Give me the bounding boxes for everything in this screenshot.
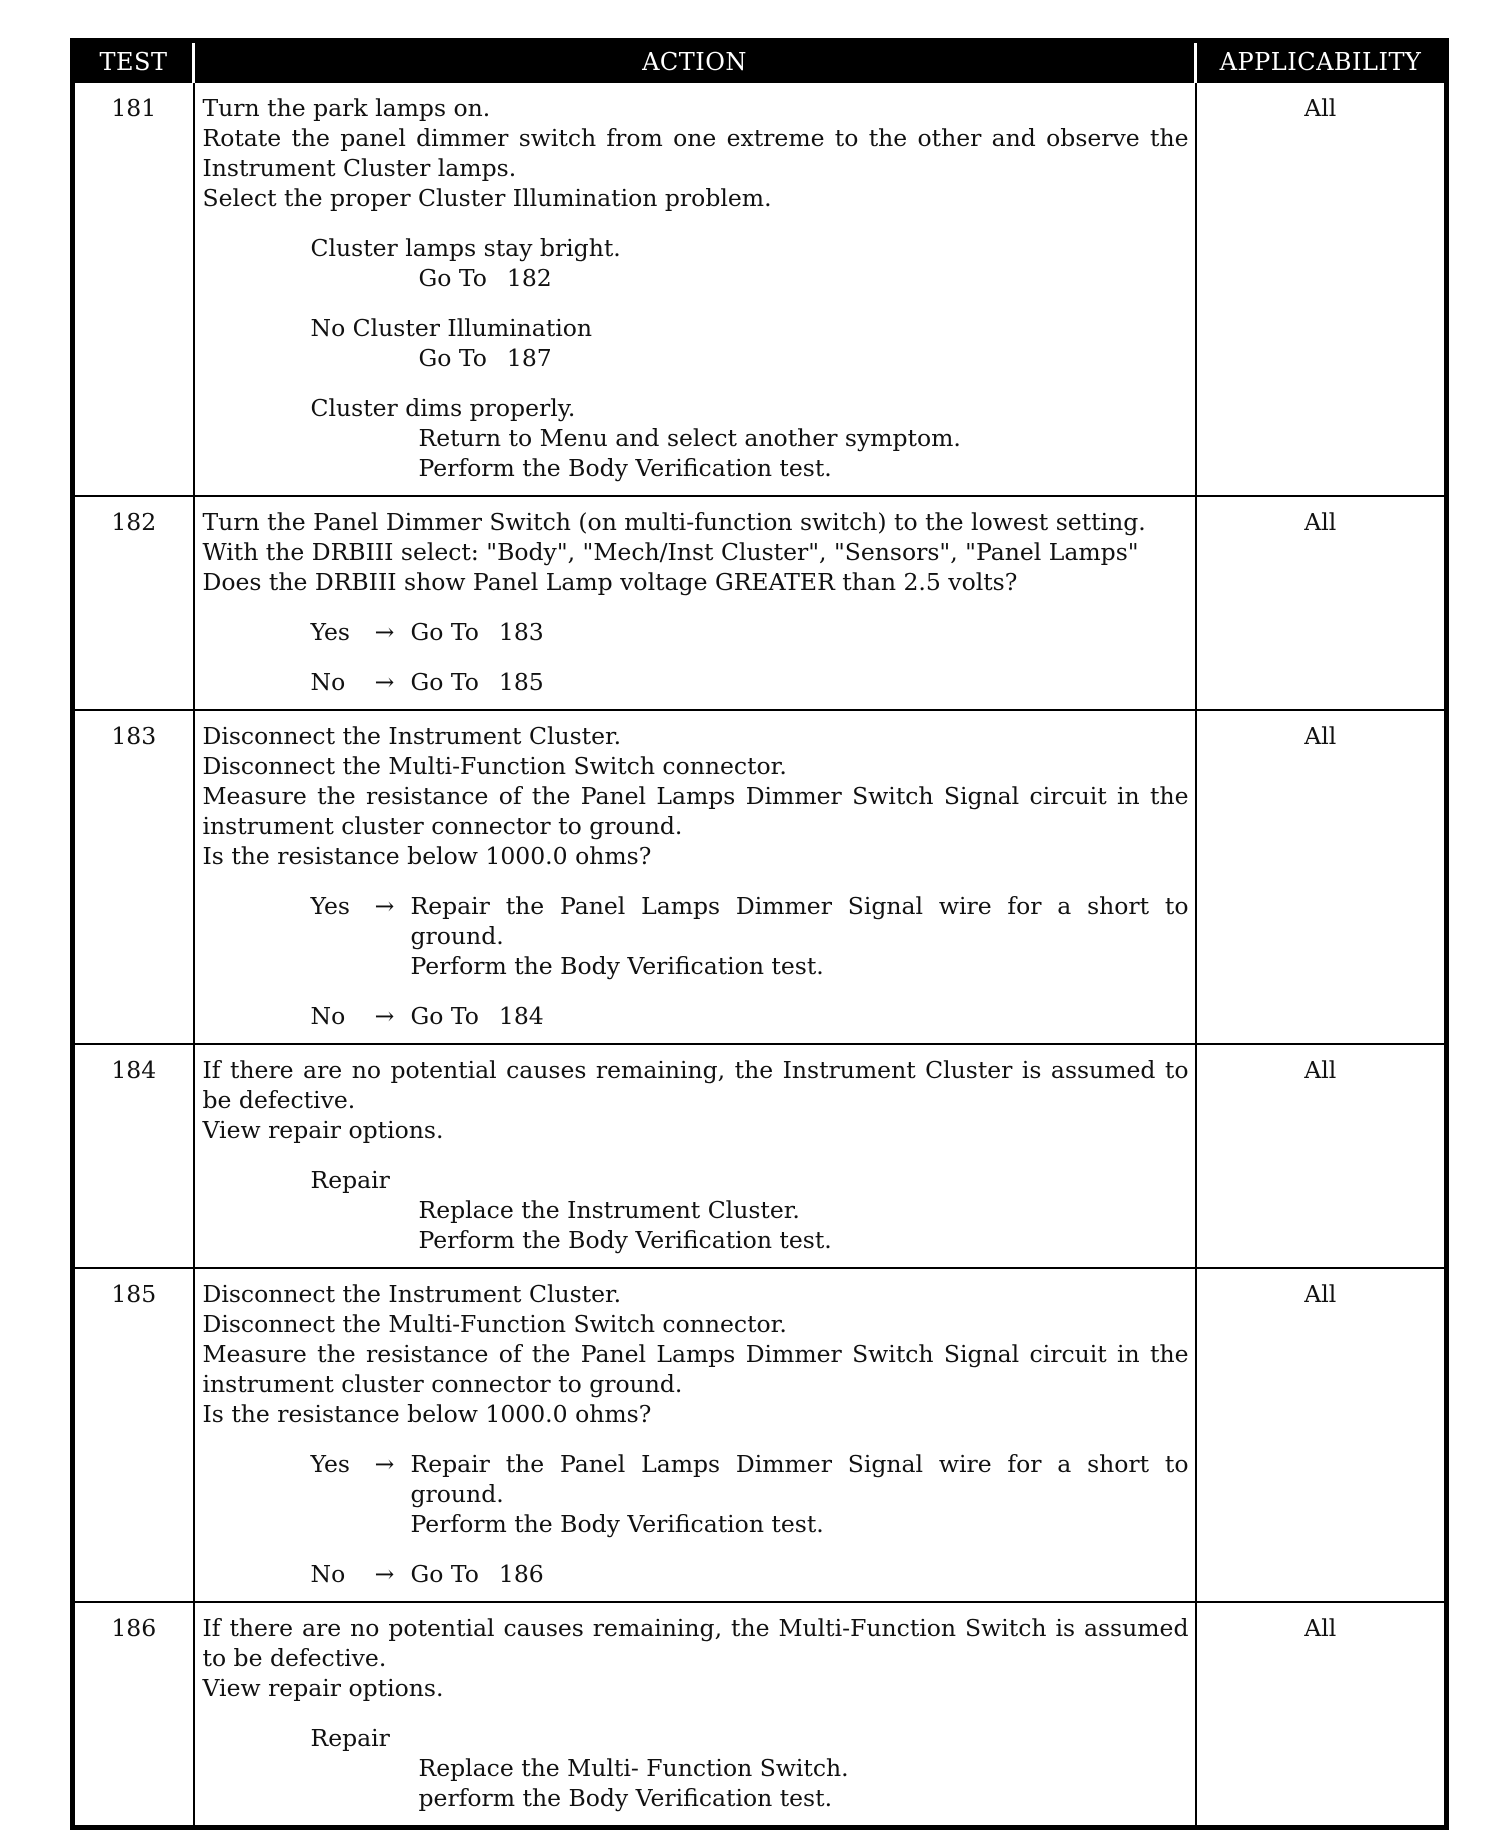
- action-line: Measure the resistance of the Panel Lamps Dimmer Switch Signal circuit in the instrument cluster connector to ground.: [202, 782, 1189, 840]
- header-applicability: APPLICABILITY: [1196, 41, 1447, 83]
- action-line: Does the DRBIII show Panel Lamp voltage GREATER than 2.5 volts?: [202, 568, 1018, 596]
- action-line: Is the resistance below 1000.0 ohms?: [202, 842, 652, 870]
- applicability-cell: All: [1196, 1602, 1447, 1828]
- test-number: 182: [73, 496, 194, 710]
- repair-step: Perform the Body Verification test.: [418, 1226, 832, 1254]
- yes-branch: Yes → Repair the Panel Lamps Dimmer Signal wire for a short to ground. Perform the Body Verification test.: [310, 1450, 1189, 1538]
- repair-step: perform the Body Verification test.: [418, 1784, 833, 1812]
- repair-label: Repair: [310, 1166, 390, 1194]
- action-cell: [194, 1268, 1196, 1602]
- action-line: Rotate the panel dimmer switch from one extreme to the other and observe the Instrument Cluster lamps.: [202, 124, 1189, 182]
- yes-branch: Yes → Repair the Panel Lamps Dimmer Signal wire for a short to ground. Perform the Body Verification test.: [310, 892, 1189, 980]
- test-number: 186: [73, 1602, 194, 1828]
- action-line: View repair options.: [202, 1674, 444, 1702]
- action-line: Disconnect the Multi-Function Switch connector.: [202, 1310, 787, 1338]
- header-test: TEST: [73, 41, 194, 83]
- option-label: Cluster lamps stay bright.: [310, 234, 621, 262]
- applicability-cell: All: [1196, 82, 1447, 496]
- action-line: Measure the resistance of the Panel Lamps Dimmer Switch Signal circuit in the instrument cluster connector to ground.: [202, 1340, 1189, 1398]
- action-line: Select the proper Cluster Illumination problem.: [202, 184, 772, 212]
- arrow-right-icon: →: [374, 668, 395, 696]
- test-row-181: [73, 82, 1447, 496]
- test-number: 185: [73, 1268, 194, 1602]
- repair-label: Repair: [310, 1724, 390, 1752]
- test-number: 181: [73, 82, 194, 496]
- applicability-cell: All: [1196, 1044, 1447, 1268]
- test-number: 184: [73, 1044, 194, 1268]
- action-line: Is the resistance below 1000.0 ohms?: [202, 1400, 652, 1428]
- option-goto: Go To 182: [418, 264, 552, 292]
- no-branch: No → Go To 184: [310, 1002, 544, 1030]
- table-header-row: [73, 41, 1447, 83]
- no-branch: No → Go To 185: [310, 668, 544, 696]
- action-line: Turn the Panel Dimmer Switch (on multi-function switch) to the lowest setting.: [202, 508, 1146, 536]
- action-line: If there are no potential causes remaining, the Multi-Function Switch is assumed to be defective.: [202, 1614, 1189, 1672]
- option-label: No Cluster Illumination: [310, 314, 593, 342]
- diagnostic-table: [70, 38, 1449, 1830]
- action-cell: [194, 496, 1196, 710]
- arrow-right-icon: →: [374, 618, 395, 646]
- option-label: Cluster dims properly.: [310, 394, 576, 422]
- arrow-right-icon: →: [374, 892, 395, 920]
- action-line: Turn the park lamps on.: [202, 94, 491, 122]
- arrow-right-icon: →: [374, 1002, 395, 1030]
- action-cell: [194, 1602, 1196, 1828]
- option-sub: Perform the Body Verification test.: [418, 454, 832, 482]
- applicability-cell: All: [1196, 1268, 1447, 1602]
- applicability-cell: All: [1196, 496, 1447, 710]
- diagnostic-table-sheet: [70, 38, 1444, 1830]
- action-line: View repair options.: [202, 1116, 444, 1144]
- action-cell: [194, 710, 1196, 1044]
- test-row-185: [73, 1268, 1447, 1602]
- header-action: ACTION: [194, 41, 1196, 83]
- action-line: With the DRBIII select: "Body", "Mech/Inst Cluster", "Sensors", "Panel Lamps": [202, 538, 1139, 566]
- action-line: If there are no potential causes remaining, the Instrument Cluster is assumed to be defective.: [202, 1056, 1189, 1114]
- test-row-184: [73, 1044, 1447, 1268]
- repair-step: Replace the Instrument Cluster.: [418, 1196, 800, 1224]
- test-row-186: [73, 1602, 1447, 1828]
- action-cell: [194, 82, 1196, 496]
- option-goto: Go To 187: [418, 344, 552, 372]
- action-line: Disconnect the Instrument Cluster.: [202, 1280, 622, 1308]
- test-row-183: [73, 710, 1447, 1044]
- arrow-right-icon: →: [374, 1450, 395, 1478]
- action-line: Disconnect the Instrument Cluster.: [202, 722, 622, 750]
- yes-branch: Yes → Go To 183: [310, 618, 544, 646]
- test-number: 183: [73, 710, 194, 1044]
- action-cell: [194, 1044, 1196, 1268]
- repair-step: Replace the Multi- Function Switch.: [418, 1754, 849, 1782]
- arrow-right-icon: →: [374, 1560, 395, 1588]
- action-line: Disconnect the Multi-Function Switch connector.: [202, 752, 787, 780]
- no-branch: No → Go To 186: [310, 1560, 544, 1588]
- applicability-cell: All: [1196, 710, 1447, 1044]
- option-sub: Return to Menu and select another symptom.: [418, 424, 961, 452]
- test-row-182: [73, 496, 1447, 710]
